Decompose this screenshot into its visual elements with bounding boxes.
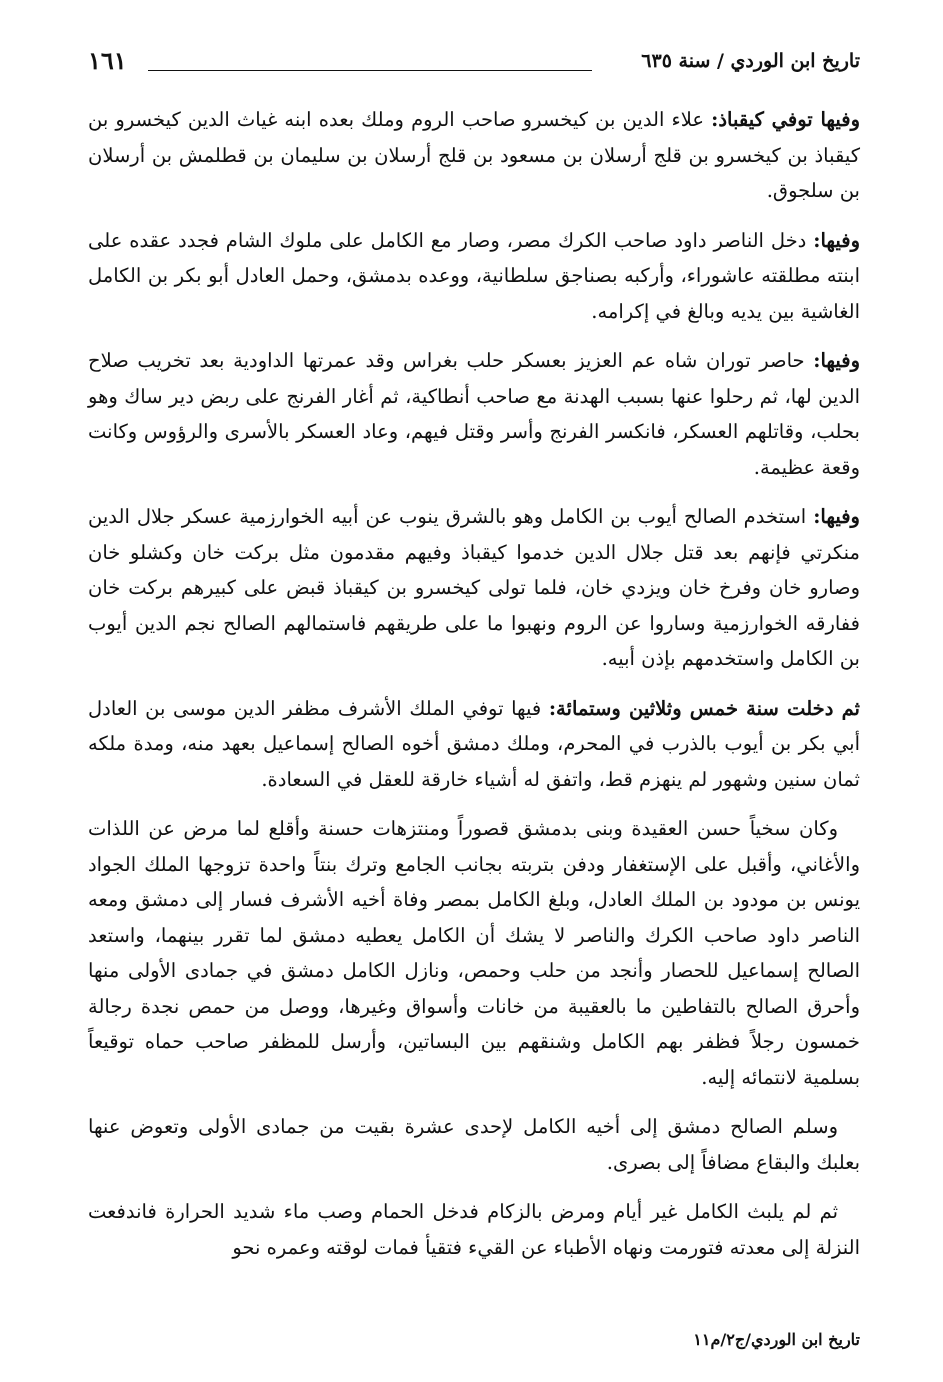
paragraph-text: وكان سخياً حسن العقيدة وبنى بدمشق قصوراً ومنتزهات حسنة وأقلع لما مرض عن اللذات والأغاني، وأقبل على الإستغفار ودفن بتربته بجانب الجامع وترك بنتاً واحدة تزوجها الملك الجواد يونس بن مودود بن الملك العادل، وبلغ الكامل بمصر وفاة أخيه الأشرف فسار إلى دمشق ومعه الناصر داود صاحب الكرك والناصر لا يشك أن الكامل يعطيه دمشق لما تقرر بينهما، واستعد الصالح إسماعيل للحصار وأنجد من حلب وحمص، ونازل الكامل دمشق في جمادى الأولى منها وأحرق الصالح بالتفاطين ما بالعقيبة من خانات وأسواق وغيرها، ووصل من حمص نجدة رجالة خمسون رجلاً فظفر بهم الكامل وشنقهم بين البساتين، وأرسل للمظفر صاحب حماه توقيعاً بسلمية لانتمائه إليه. bbox=[88, 817, 860, 1089]
running-header bbox=[88, 48, 860, 88]
paragraph-lead: وفيها: bbox=[813, 505, 860, 528]
paragraph-lead: وفيها: bbox=[813, 349, 861, 372]
paragraph-turan-shah bbox=[88, 343, 860, 485]
paragraph-text: فيها توفي الملك الأشرف مظفر الدين موسى بن العادل أبي بكر بن أيوب بالذرب في المحرم، وملك دمشق أخوه الصالح إسماعيل بعهد منه، ومدة ملكه ثمان سنين وشهور لم ينهزم قط، واتفق له أشياء خارقة للعقل في السعادة. bbox=[88, 696, 860, 791]
paragraph-year-635 bbox=[88, 691, 860, 798]
paragraph-text: وسلم الصالح دمشق إلى أخيه الكامل لإحدى عشرة بقيت من جمادى الأولى وتعوض عنها بعلبك والبقاع مضافاً إلى بصرى. bbox=[88, 1115, 860, 1174]
paragraph-text: ثم لم يلبث الكامل غير أيام ومرض بالزكام فدخل الحمام وصب ماء شديد الحرارة فاندفعت النزلة إلى معدته فتورمت ونهاه الأطباء عن القيء فتقيأ فمات لوقته وعمره نحو bbox=[88, 1200, 860, 1259]
paragraph-ashraf-character bbox=[88, 811, 860, 1095]
body-text bbox=[88, 102, 860, 1265]
paragraph-kayqubad-death bbox=[88, 102, 860, 209]
paragraph-lead: وفيها: bbox=[813, 228, 861, 252]
paragraph-nasir-dawud bbox=[88, 223, 860, 330]
header-rule bbox=[148, 70, 592, 71]
paragraph-khwarazmians bbox=[88, 499, 860, 677]
paragraph-text: حاصر توران شاه عم العزيز بعسكر حلب بغراس وقد عمرتها الداودية بعد تخريب صلاح الدين لها، ثم رحلوا عنها بسبب الهدنة مع صاحب أنطاكية، ثم أغار الفرنج على ربض دير ساك وهو بحلب، وقاتلهم العسكر، فانكسر الفرنج وأسر وقتل فيهم، وعاد العسكر بالأسرى والرؤوس وكانت وقعة عظيمة. bbox=[88, 349, 860, 479]
paragraph-text: دخل الناصر داود صاحب الكرك مصر، وصار مع الكامل على ملوك الشام فجدد عقده على ابنته مطلقته عاشوراء، وأركبه بصناجق سلطانية، ووعده بدمشق، وحمل العادل أبو بكر بن الكامل الغاشية بين يديه وبالغ في إكرامه. bbox=[88, 228, 860, 323]
header-title: تاريخ ابن الوردي / سنة ٦٣٥ bbox=[641, 50, 860, 72]
paragraph-lead: ثم دخلت سنة خمس وثلاثين وستمائة: bbox=[548, 696, 860, 720]
paragraph-kamil-illness bbox=[88, 1194, 860, 1265]
book-page bbox=[88, 48, 860, 1368]
signature-mark: تاريخ ابن الوردي/ج٢/م١١ bbox=[693, 1330, 860, 1349]
page-number: ١٦١ bbox=[88, 46, 127, 75]
paragraph-text: علاء الدين بن كيخسرو صاحب الروم وملك بعده ابنه غياث الدين كيخسرو بن كيقباذ بن كيخسرو بن قلج أرسلان بن مسعود بن قلج أرسلان بن سليمان بن قطلمش بن أرسلان بن سلجوق. bbox=[88, 108, 860, 202]
paragraph-damascus-handover bbox=[88, 1109, 860, 1180]
paragraph-text: استخدم الصالح أيوب بن الكامل وهو بالشرق ينوب عن أبيه الخوارزمية عسكر جلال الدين منكرتي فإنهم بعد قتل جلال الدين خدموا كيقباذ وفيهم مقدمون مثل بركت خان وكشلو خان وصارو خان وفرخ خان ويزدي خان، فلما تولى كيخسرو بن كيقباذ قبض على كبيرهم بركت خان ففارقه الخوارزمية وساروا عن الروم ونهبوا ما على طريقهم فاستمالهم الصالح نجم الدين أيوب بن الكامل واستخدمهم بإذن أبيه. bbox=[88, 505, 860, 670]
paragraph-lead: وفيها توفي كيقباذ: bbox=[711, 108, 860, 131]
